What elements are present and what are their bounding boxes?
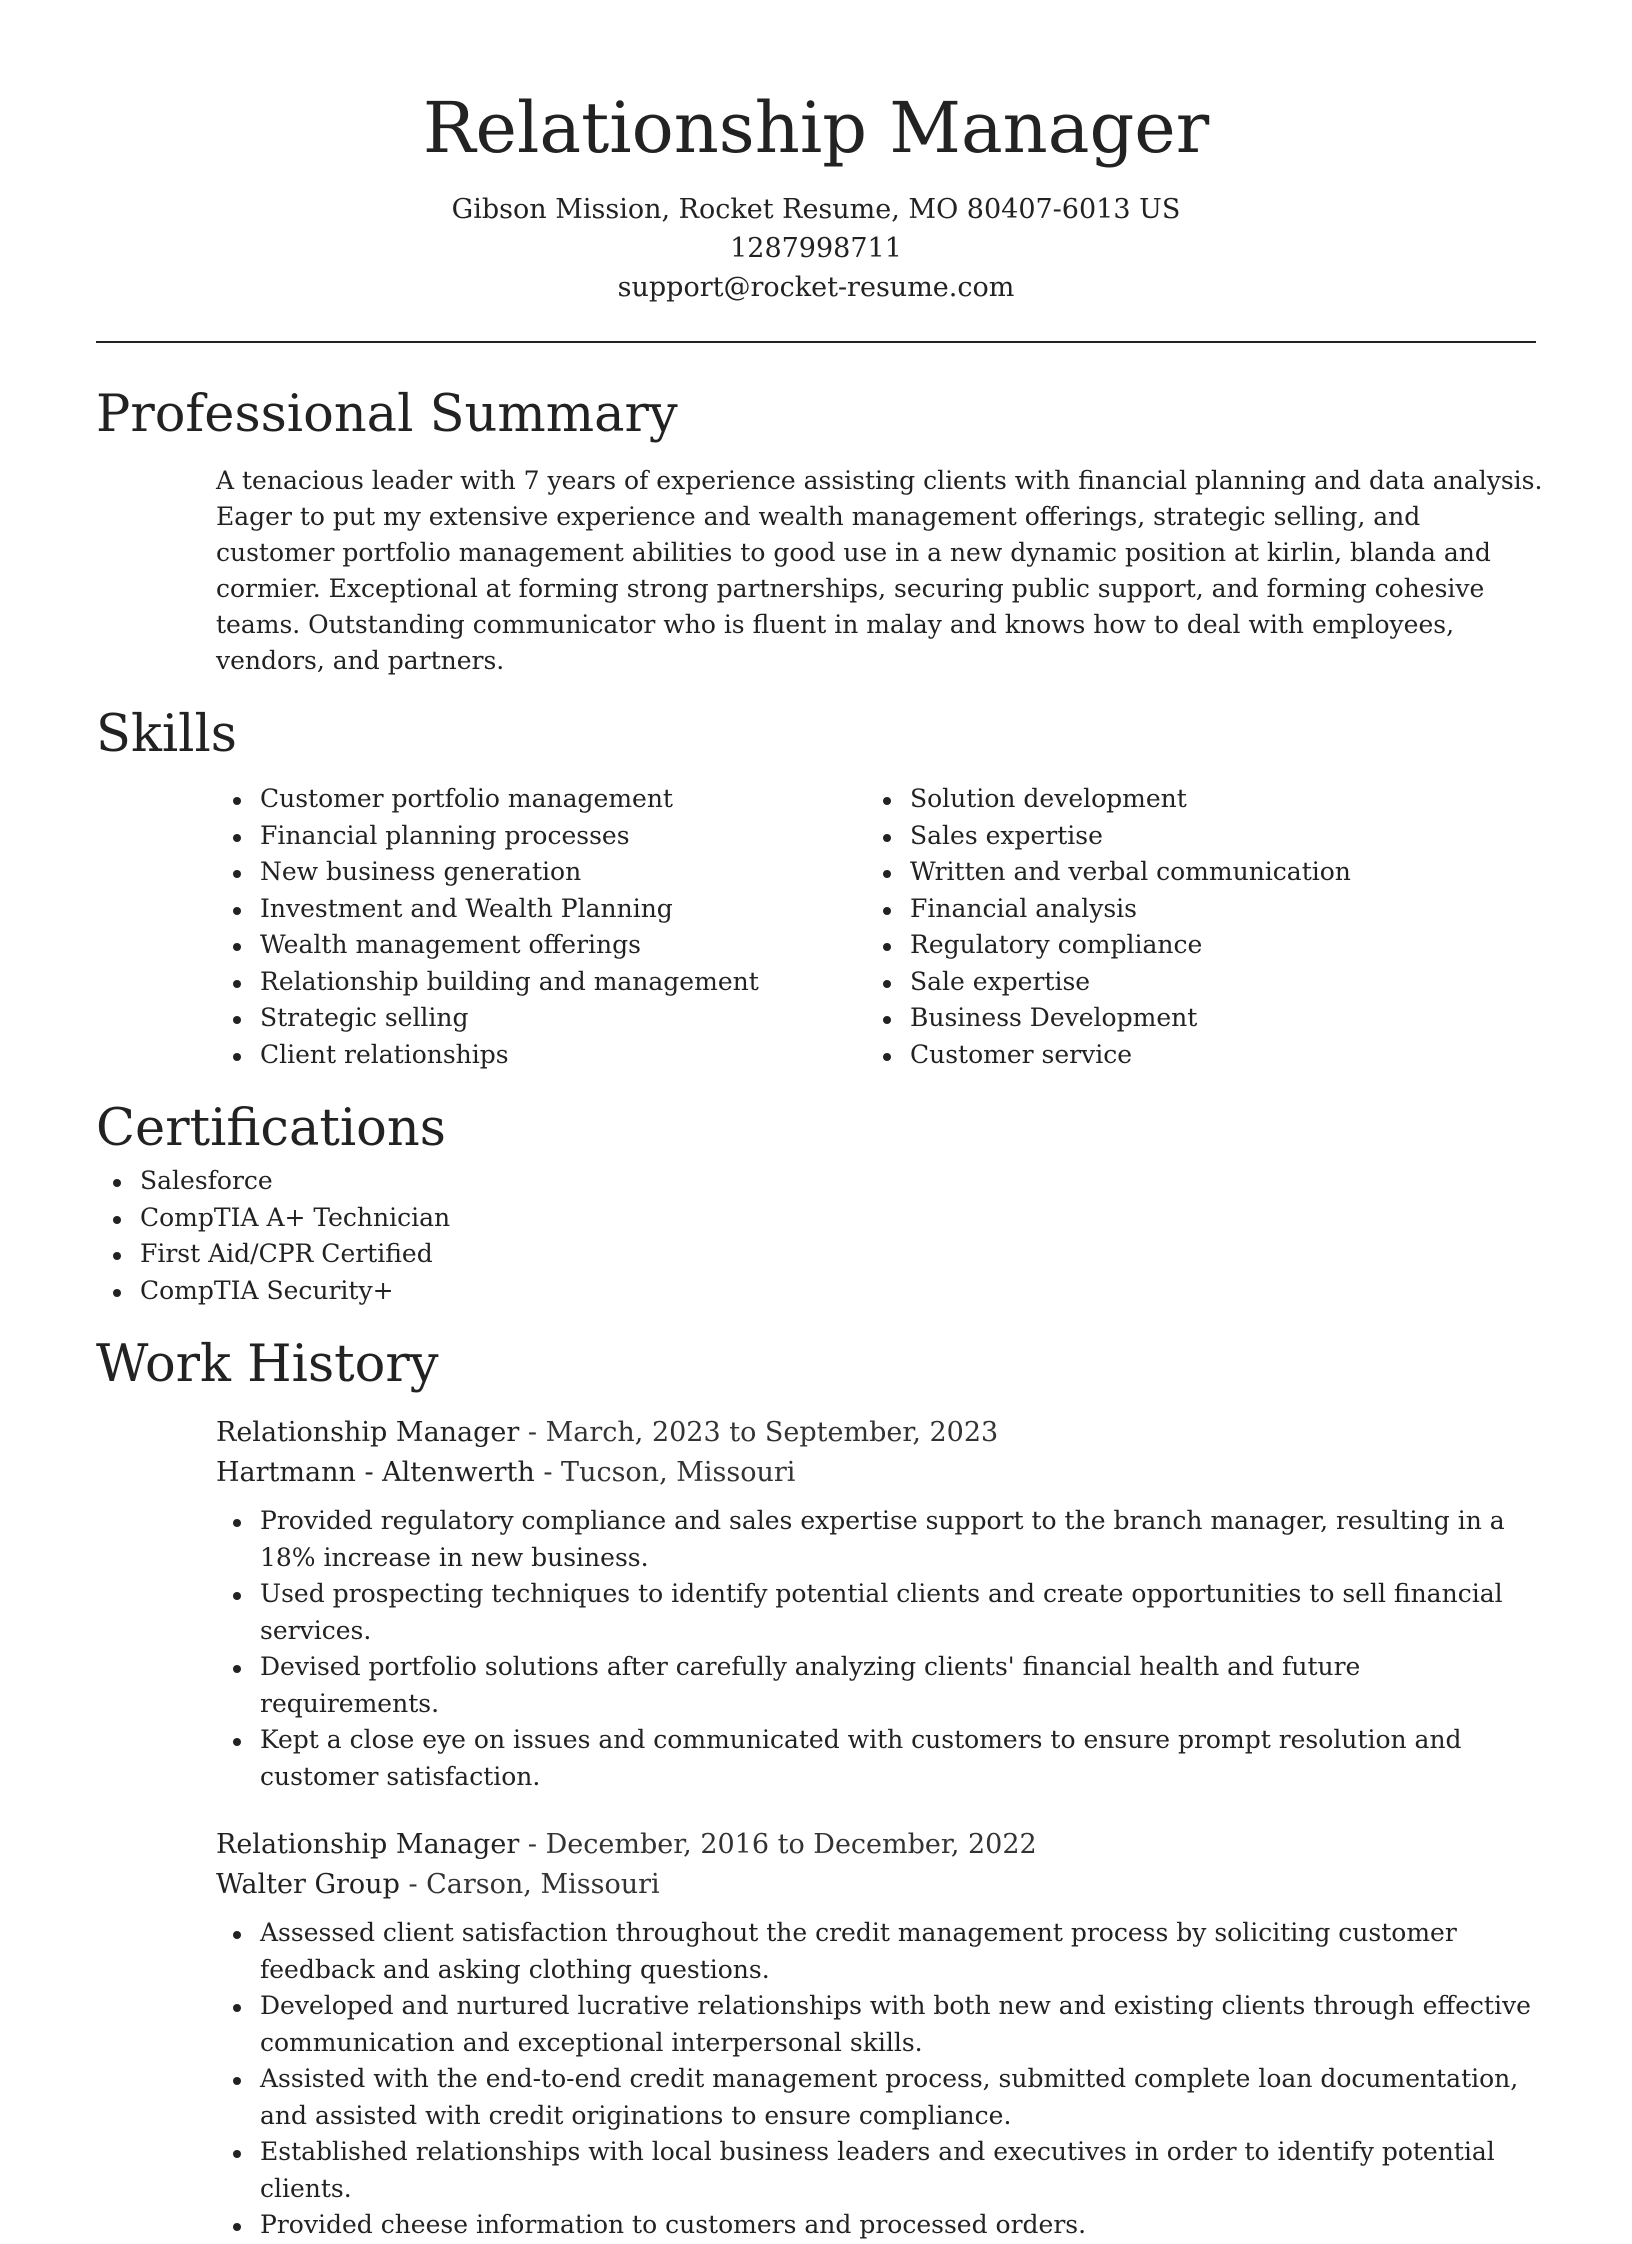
- list-item: Regulatory compliance: [866, 927, 1516, 964]
- list-item: First Aid/CPR Certified: [96, 1236, 1536, 1273]
- work-history-heading: Work History: [96, 1335, 439, 1394]
- certifications-list: [96, 1163, 1536, 1309]
- list-item: Relationship building and management: [216, 964, 866, 1001]
- job-entry: [216, 1413, 1536, 1795]
- list-item: Salesforce: [96, 1163, 1536, 1200]
- job-location: - Carson, Missouri: [399, 1869, 660, 1900]
- list-item: Established relationships with local business leaders and executives in order to identify potential clients.: [216, 2134, 1546, 2207]
- contact-info: [96, 190, 1536, 307]
- list-item: Sale expertise: [866, 964, 1516, 1001]
- company-name: Walter Group: [216, 1869, 400, 1900]
- list-item: Kept a close eye on issues and communicated with customers to ensure prompt resolution and customer satisfaction.: [216, 1722, 1546, 1795]
- list-item: Devised portfolio solutions after carefully analyzing clients' financial health and future requirements.: [216, 1649, 1546, 1722]
- job-dates: - March, 2023 to September, 2023: [519, 1417, 999, 1448]
- job-title-line: [216, 1825, 1536, 1865]
- company-name: Hartmann - Altenwerth: [216, 1457, 535, 1488]
- address: Gibson Mission, Rocket Resume, MO 80407-6013 US: [451, 194, 1181, 225]
- list-item: Assisted with the end-to-end credit management process, submitted complete loan documentation, and assisted with credit originations to ensure compliance.: [216, 2061, 1546, 2134]
- job-entry: [216, 1825, 1536, 2244]
- list-item: Solution development: [866, 781, 1516, 818]
- certifications-section: [96, 1095, 1536, 1309]
- header-divider: [96, 341, 1536, 343]
- job-dates: - December, 2016 to December, 2022: [519, 1829, 1037, 1860]
- phone: 1287998711: [730, 233, 902, 264]
- job-title-line: [216, 1413, 1536, 1453]
- list-item: Developed and nurtured lucrative relationships with both new and existing clients through effective communication and exceptional interpersonal skills.: [216, 1988, 1546, 2061]
- list-item: Investment and Wealth Planning: [216, 891, 866, 928]
- summary-heading: Professional Summary: [96, 385, 678, 444]
- list-item: Financial planning processes: [216, 818, 866, 855]
- skills-list-left: [216, 781, 866, 1073]
- list-item: Strategic selling: [216, 1000, 866, 1037]
- list-item: Sales expertise: [866, 818, 1516, 855]
- list-item: Wealth management offerings: [216, 927, 866, 964]
- summary-section: [96, 381, 1543, 679]
- list-item: Provided cheese information to customers and processed orders.: [216, 2207, 1546, 2244]
- list-item: Assessed client satisfaction throughout the credit management process by soliciting customer feedback and asking clothing questions.: [216, 1915, 1546, 1988]
- job-bullets: [216, 1915, 1546, 2244]
- list-item: Provided regulatory compliance and sales expertise support to the branch manager, resulting in a 18% increase in new business.: [216, 1503, 1546, 1576]
- page-title: Relationship Manager: [422, 87, 1210, 169]
- list-item: CompTIA A+ Technician: [96, 1200, 1536, 1237]
- resume-header: [96, 0, 1536, 307]
- list-item: Financial analysis: [866, 891, 1516, 928]
- skills-section: [96, 701, 1536, 1073]
- certifications-heading: Certifications: [96, 1099, 446, 1158]
- email: support@rocket-resume.com: [617, 272, 1015, 303]
- list-item: Customer service: [866, 1037, 1516, 1074]
- job-title: Relationship Manager: [216, 1417, 520, 1448]
- skills-heading: Skills: [96, 705, 237, 764]
- job-location: - Tucson, Missouri: [534, 1457, 796, 1488]
- job-title: Relationship Manager: [216, 1829, 520, 1860]
- list-item: Customer portfolio management: [216, 781, 866, 818]
- summary-text: A tenacious leader with 7 years of experience assisting clients with financial planning and data analysis. Eager to put my extensive experience and wealth management offerings, strategic selling, and customer portfolio management abilities to good use in a new dynamic position at kirlin, blanda and cormier. Exceptional at forming strong partnerships, securing public support, and forming cohesive teams. Outstanding communicator who is fluent in malay and knows how to deal with employees, vendors, and partners.: [216, 466, 1543, 675]
- job-company-line: [216, 1453, 1536, 1493]
- resume-page: [96, 0, 1543, 2244]
- list-item: New business generation: [216, 854, 866, 891]
- work-history-section: [96, 1331, 1536, 2244]
- skills-list-right: [866, 781, 1516, 1073]
- list-item: Used prospecting techniques to identify potential clients and create opportunities to sell financial services.: [216, 1576, 1546, 1649]
- list-item: Client relationships: [216, 1037, 866, 1074]
- list-item: CompTIA Security+: [96, 1273, 1536, 1310]
- list-item: Written and verbal communication: [866, 854, 1516, 891]
- job-bullets: [216, 1503, 1546, 1795]
- list-item: Business Development: [866, 1000, 1516, 1037]
- job-company-line: [216, 1865, 1536, 1905]
- skills-columns: [216, 781, 1536, 1073]
